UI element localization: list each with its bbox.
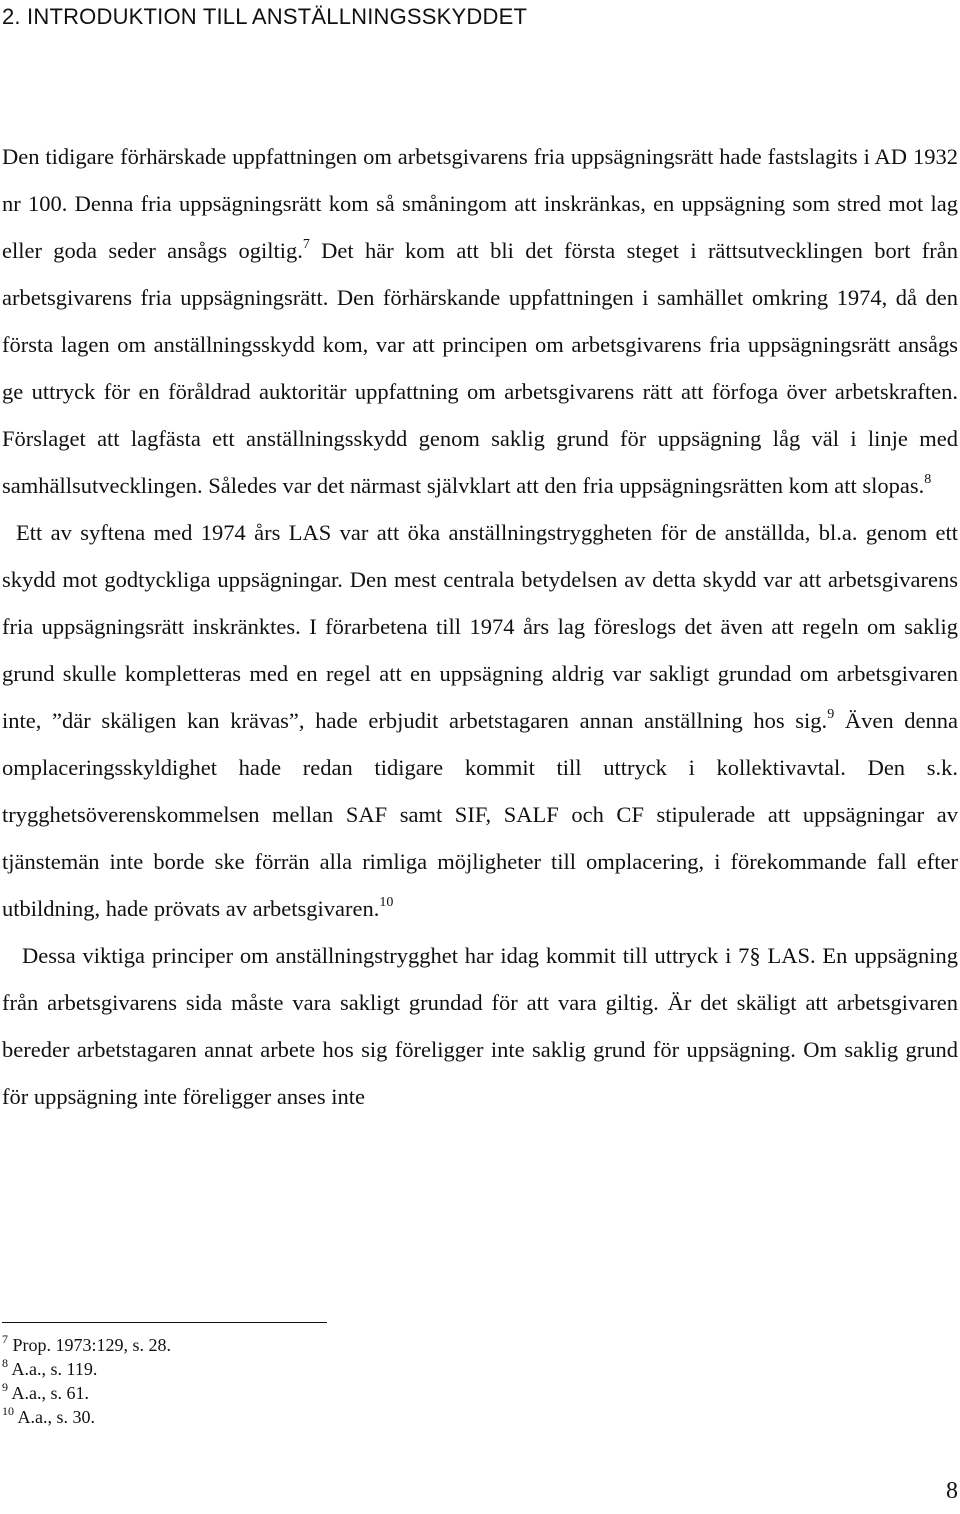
footnote-separator: [2, 1322, 327, 1323]
footnote-ref: 9: [827, 707, 835, 722]
paragraph-text: Ett av syftena med 1974 års LAS var att öka anställningstryggheten för de anställda, bl.a. genom ett skydd mot godtyckliga uppsägningar. Den mest centrala betydelsen av detta skydd var att arbetsgivarens fria uppsägningsrätt inskränktes. I förarbetena till 1974 års lag föreslogs det även att regeln om saklig grund skulle kompletteras med en regel att en uppsägning aldrig var sakligt grundad om arbetsgivaren inte, ”där skäligen kan krävas”, hade erbjudit arbetstagaren annan anställning hos sig.: [2, 520, 958, 733]
paragraph-text: Det här kom att bli det första steget i rättsutvecklingen bort från arbetsgivarens fria uppsägningsrätt. Den förhärskande uppfattningen i samhället omkring 1974, då den första lagen om anställningsskydd kom, var att principen om arbetsgivarens fria uppsägningsrätt ansågs ge uttryck för en föråldrad auktoritär uppfattning om arbetsgivarens rätt att förfoga över arbetskraften. Förslaget att lagfästa ett anställningsskydd genom saklig grund för uppsägning låg väl i linje med samhällsutvecklingen. Således var det närmast självklart att den fria uppsägningsrätten kom att slopas.: [2, 238, 958, 498]
section-heading: 2. INTRODUKTION TILL ANSTÄLLNINGSSKYDDET: [2, 4, 528, 29]
body-text: [2, 133, 958, 1120]
footnote-ref: 8: [924, 472, 932, 487]
footnote: [2, 1405, 171, 1429]
footnote-ref: 7: [302, 237, 310, 252]
footnote-text: A.a., s. 61.: [8, 1383, 89, 1403]
footnote-text: A.a., s. 30.: [14, 1407, 95, 1427]
footnote: [2, 1333, 171, 1357]
footnote-number: 9: [2, 1380, 8, 1394]
paragraph-text: Dessa viktiga principer om anställningstrygghet har idag kommit till uttryck i 7§ LAS. En uppsägning från arbetsgivarens sida måste vara sakligt grundad för att vara giltig. Är det skäligt att arbetsgivaren bereder arbetstagaren annat arbete hos sig föreligger inte saklig grund för uppsägning. Om saklig grund för uppsägning inte föreligger anses inte: [2, 943, 958, 1109]
footnotes: [2, 1333, 171, 1429]
footnote-text: A.a., s. 119.: [8, 1359, 98, 1379]
paragraph: [2, 932, 958, 1120]
footnote-ref: 10: [379, 895, 394, 910]
footnote-number: 7: [2, 1332, 8, 1346]
footnote: [2, 1381, 171, 1405]
footnote: [2, 1357, 171, 1381]
paragraph: [2, 133, 958, 509]
paragraph-text: Den tidigare förhärskade uppfattningen om arbetsgivarens fria uppsägningsrätt hade fastslagits i AD 1932 nr 100. Denna fria uppsägningsrätt kom så småningom att inskränkas, en uppsägning som stred mot lag eller goda seder ansågs ogiltig.: [2, 144, 958, 263]
footnote-number: 8: [2, 1356, 8, 1370]
paragraph: [2, 509, 958, 932]
footnote-number: 10: [2, 1404, 14, 1418]
footnote-text: Prop. 1973:129, s. 28.: [8, 1335, 172, 1355]
paragraph-text: Även denna omplaceringsskyldighet hade redan tidigare kommit till uttryck i kollektivavtal. Den s.k. trygghetsöverenskommelsen mellan SAF samt SIF, SALF och CF stipulerade att uppsägningar av tjänstemän inte borde ske förrän alla rimliga möjligheter till omplacering, i förekommande fall efter utbildning, hade prövats av arbetsgivaren.: [2, 708, 958, 921]
page-number: 8: [946, 1478, 958, 1504]
